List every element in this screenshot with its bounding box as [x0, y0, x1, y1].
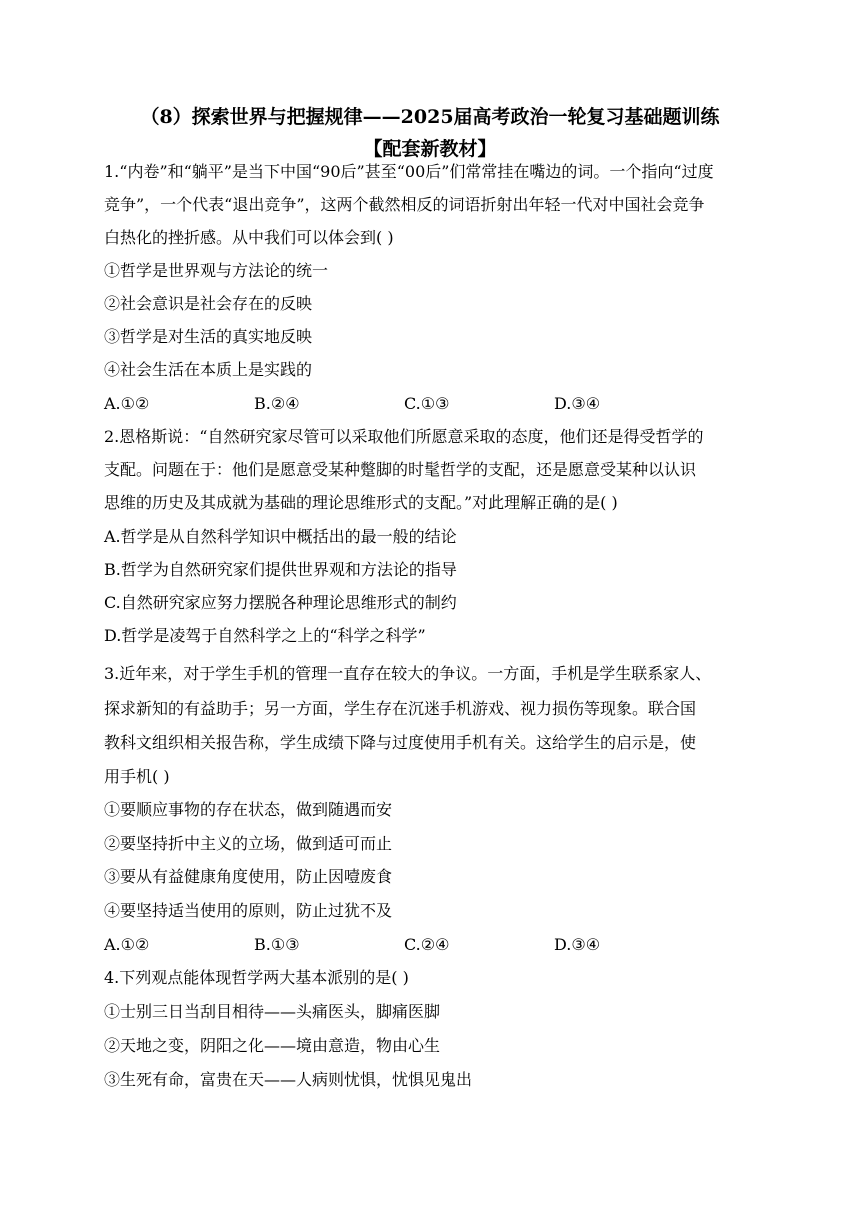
q1-statement-4: ④社会生活在本质上是实践的	[104, 360, 313, 379]
q3-option-c: C.②④	[404, 935, 450, 954]
q1-stem-line-3: 白热化的挫折感。从中我们可以体会到( )	[104, 228, 394, 247]
q3-statement-3: ③要从有益健康角度使用，防止因噎废食	[104, 867, 393, 886]
q2-stem-line-3: 思维的历史及其成就为基础的理论思维形式的支配。”对此理解正确的是( )	[104, 493, 618, 512]
q3-stem-line-1: 3.近年来，对于学生手机的管理一直存在较大的争议。一方面，手机是学生联系家人、	[104, 664, 712, 683]
q4-statement-1: ①士别三日当刮目相待——头痛医头，脚痛医脚	[104, 1002, 441, 1021]
q2-stem-line-1: 2.恩格斯说：“自然研究家尽管可以采取他们所愿意采取的态度，他们还是得受哲学的	[104, 427, 704, 446]
q1-option-d: D.③④	[554, 394, 601, 413]
q1-stem-line-2: 竞争”，一个代表“退出竞争”，这两个截然相反的词语折射出年轻一代对中国社会竞争	[104, 195, 705, 214]
q2-option-d: D.哲学是凌驾于自然科学之上的“科学之科学”	[104, 626, 426, 645]
q1-statement-1: ①哲学是世界观与方法论的统一	[104, 261, 329, 280]
q3-stem-line-3: 教科文组织相关报告称，学生成绩下降与过度使用手机有关。这给学生的启示是，使	[104, 733, 697, 752]
q3-stem-line-4: 用手机( )	[104, 767, 170, 786]
q2-stem-line-2: 支配。问题在于：他们是愿意受某种蹩脚的时髦哲学的支配，还是愿意受某种以认识	[104, 460, 697, 479]
q1-statement-2: ②社会意识是社会存在的反映	[104, 294, 313, 313]
q1-option-a: A.①②	[104, 394, 150, 413]
q2-option-a: A.哲学是从自然科学知识中概括出的最一般的结论	[104, 527, 457, 546]
q1-option-c: C.①③	[404, 394, 450, 413]
q2-option-c: C.自然研究家应努力摆脱各种理论思维形式的制约	[104, 593, 457, 612]
document-title: （8）探索世界与把握规律——2025届高考政治一轮复习基础题训练	[140, 106, 720, 128]
q1-option-b: B.②④	[254, 394, 300, 413]
q1-stem-line-1: 1.“内卷”和“躺平”是当下中国“90后”甚至“00后”们常常挂在嘴边的词。一个指向“过度	[104, 162, 714, 181]
q3-stem-line-2: 探求新知的有益助手；另一方面，学生存在沉迷手机游戏、视力损伤等现象。联合国	[104, 699, 697, 718]
q3-statement-1: ①要顺应事物的存在状态，做到随遇而安	[104, 800, 393, 819]
q4-statement-2: ②天地之变，阴阳之化——境由意造，物由心生	[104, 1036, 441, 1055]
q3-statement-4: ④要坚持适当使用的原则，防止过犹不及	[104, 901, 393, 920]
q1-statement-3: ③哲学是对生活的真实地反映	[104, 327, 313, 346]
q3-statement-2: ②要坚持折中主义的立场，做到适可而止	[104, 834, 393, 853]
q3-option-d: D.③④	[554, 935, 601, 954]
q4-stem-line-1: 4.下列观点能体现哲学两大基本派别的是( )	[104, 968, 409, 987]
q3-option-a: A.①②	[104, 935, 150, 954]
q4-statement-3: ③生死有命，富贵在天——人病则忧惧，忧惧见鬼出	[104, 1070, 473, 1089]
q3-option-b: B.①③	[254, 935, 300, 954]
document-subtitle: 【配套新教材】	[363, 138, 497, 160]
q2-option-b: B.哲学为自然研究家们提供世界观和方法论的指导	[104, 560, 457, 579]
